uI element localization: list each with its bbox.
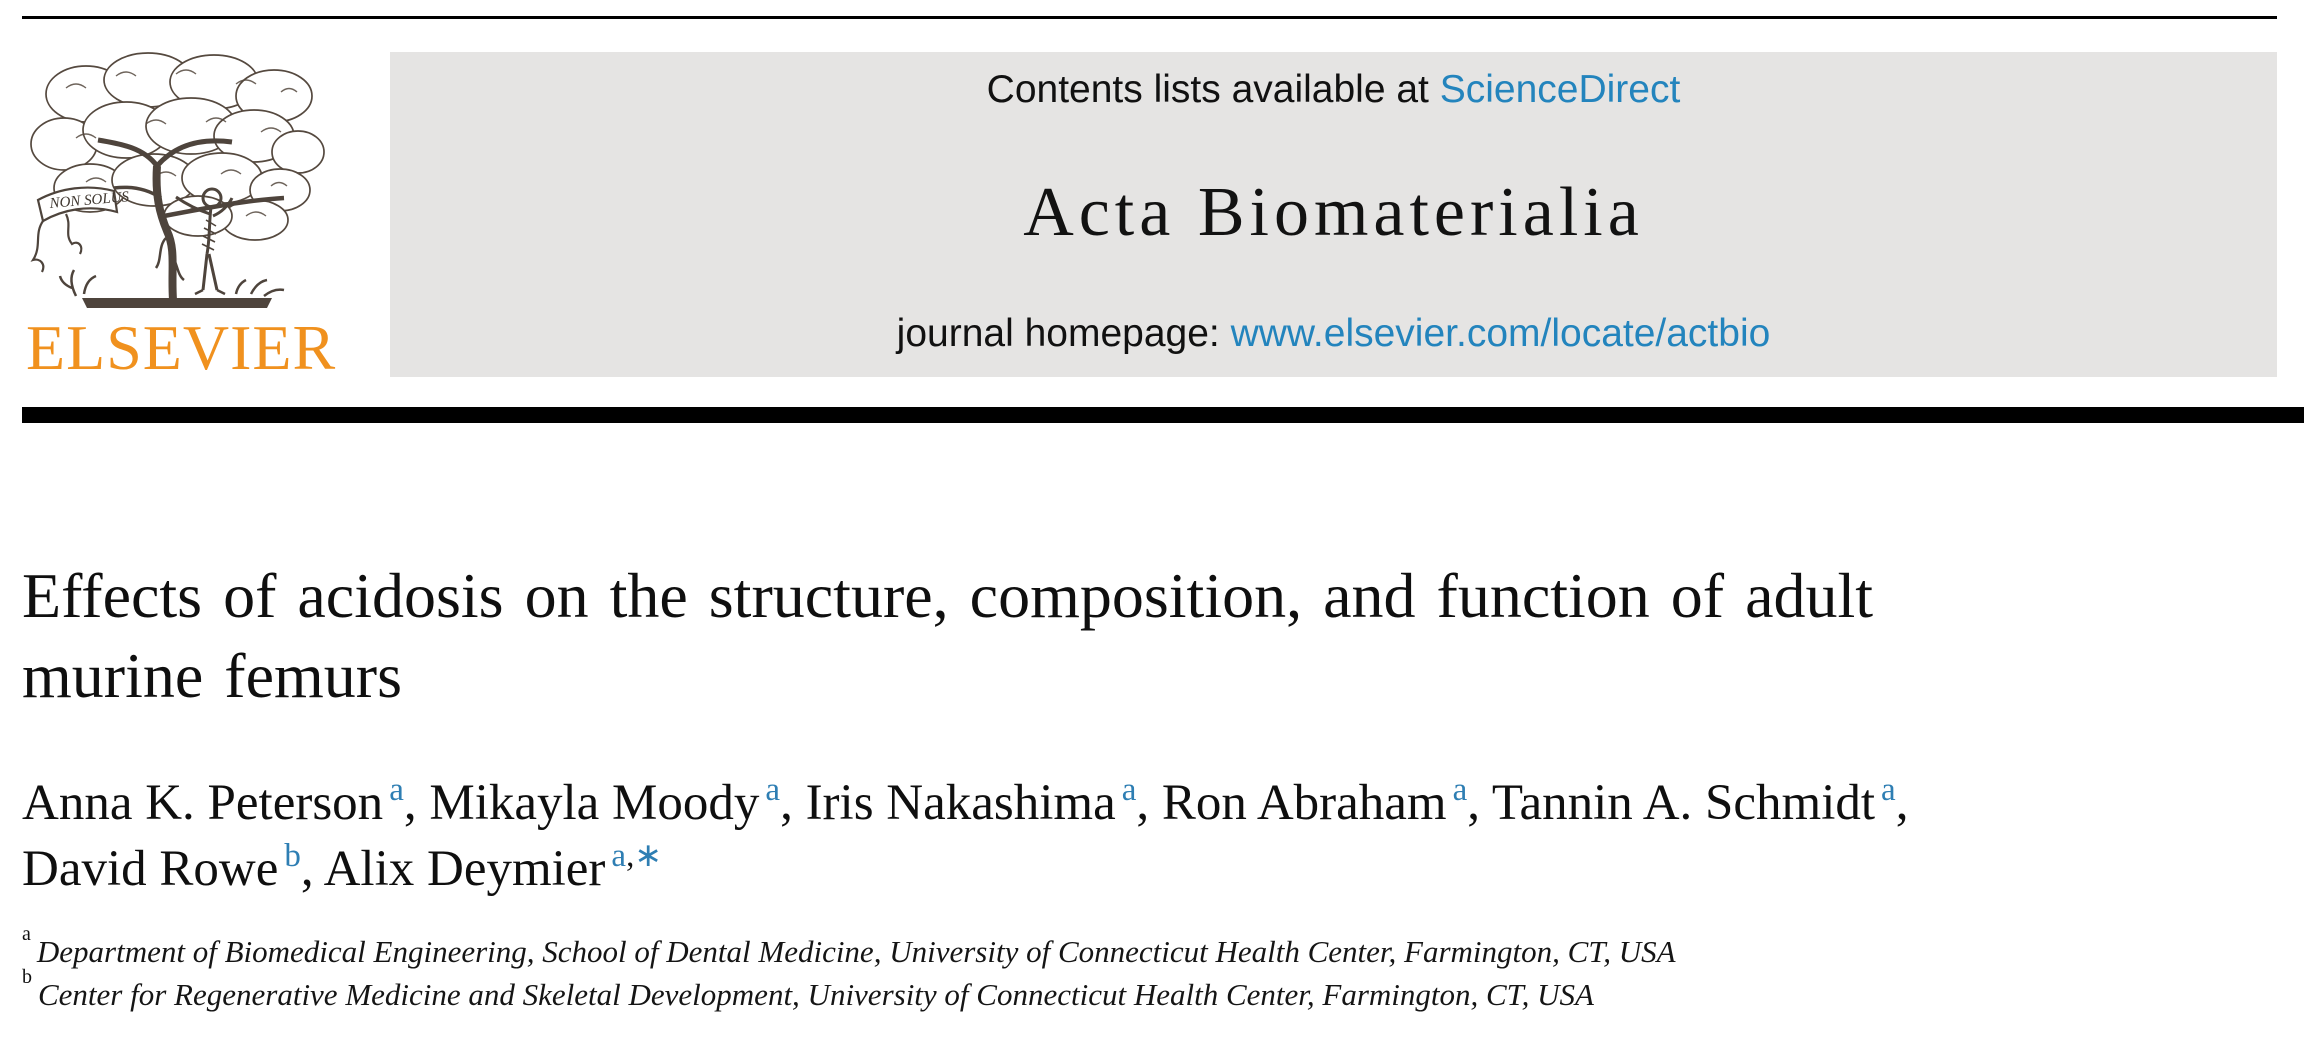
article-title-line1: Effects of acidosis on the structure, composition, and function of adult	[22, 560, 1874, 631]
article-title	[22, 556, 2288, 716]
contents-line	[987, 68, 1681, 113]
author-line-1	[22, 770, 2288, 836]
separator-bar	[22, 407, 2304, 423]
affiliation-sup: b	[22, 965, 32, 988]
journal-masthead	[390, 52, 2277, 377]
author-affil-sup: a	[389, 772, 404, 808]
elsevier-wordmark: ELSEVIER	[26, 312, 337, 383]
affiliation-sup: a	[22, 922, 31, 945]
affiliation-a: $^a$Department of Biomedical Engineering, School of Dental Medicine, University of Connecticut Health Center, Farmington, CT, USA	[22, 922, 1676, 969]
journal-homepage-link[interactable]: www.elsevier.com/locate/actbio	[1230, 312, 1771, 356]
affiliations	[22, 922, 2288, 1016]
journal-title: Acta Biomaterialia	[1023, 173, 1644, 251]
author: Ron Abraham $^a$,	[1161, 772, 1492, 831]
author: Mikayla Moody $^a$,	[429, 772, 806, 831]
author: Alix Deymier $^{a,∗}$	[323, 838, 662, 897]
elsevier-logo	[26, 48, 337, 383]
author-list	[22, 770, 2288, 902]
affiliation-b: $^b$Center for Regenerative Medicine and Skeletal Development, University of Connecticut Health Center, Farmington, CT, USA	[22, 965, 1594, 1012]
author: Anna K. Peterson $^a$,	[22, 772, 430, 831]
author: David Rowe $^b$,	[22, 838, 324, 897]
top-rule	[22, 16, 2277, 19]
logo-motto: NON SOLUS	[48, 189, 130, 212]
author-affil-sup: a	[1452, 772, 1468, 808]
author-affil-sup: a	[1881, 772, 1896, 808]
elsevier-tree-icon	[26, 48, 328, 312]
author: Tannin A. Schmidt $^a$,	[1491, 772, 1909, 831]
author-affil-sup: a	[1121, 772, 1137, 808]
author-affil-sup: a	[765, 772, 781, 808]
author-affil-sup: b	[284, 838, 301, 874]
author: Iris Nakashima $^a$,	[805, 772, 1162, 831]
author-line-2	[22, 836, 2288, 902]
homepage-prefix: journal homepage:	[896, 312, 1231, 356]
contents-prefix: Contents lists available at	[986, 68, 1440, 111]
homepage-line	[897, 312, 1771, 357]
corresponding-author-sup: a,∗	[611, 838, 662, 874]
article-title-line2: murine femurs	[22, 640, 402, 711]
corresponding-asterisk: ∗	[634, 838, 662, 874]
sciencedirect-link[interactable]: ScienceDirect	[1439, 68, 1681, 111]
